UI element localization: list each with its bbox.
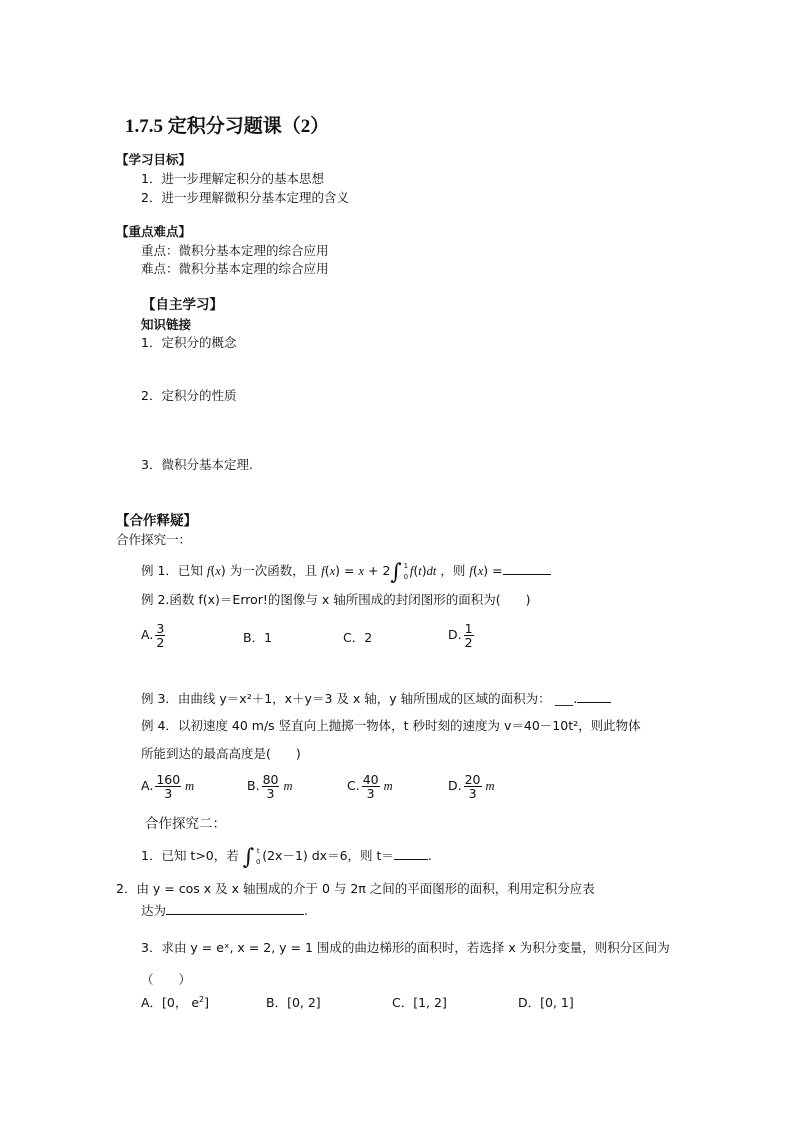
q3-option-b: B．[0, 2] — [266, 995, 321, 1010]
knowledge-item: 3．微积分基本定理. — [141, 457, 253, 472]
integral-sign-icon: ∫ — [390, 560, 402, 585]
goal-item: 2．进一步理解微积分基本定理的含义 — [141, 190, 349, 205]
self-study-heading: 【自主学习】 — [142, 297, 223, 313]
integral-sign-icon: ∫ — [242, 845, 255, 870]
example-4-line1: 例 4．以初速度 40 m/s 竖直向上抛掷一物体，t 秒时刻的速度为 v＝40－10t²，则此物体 — [141, 718, 641, 733]
ex4-option-d: D. $\frac{20}{3}$ m — [448, 772, 495, 801]
coop-part2-label: 合作探究二： — [145, 816, 226, 832]
example-1: 例 1．已知 f(x) 为一次函数，且 f(x) = x + 2∫ 1 0 f(t)dt ，则 f(x) = — [141, 560, 551, 583]
answer-blank[interactable] — [394, 847, 428, 860]
keypoint-item: 重点：微积分基本定理的综合应用 — [141, 243, 329, 258]
math-fx: f — [206, 564, 211, 578]
knowledge-item: 2．定积分的性质 — [141, 388, 237, 403]
ex2-option-a: A. $\frac{3}{2}$ — [141, 621, 165, 650]
answer-blank[interactable] — [577, 690, 611, 703]
coop-part1-label: 合作探究一： — [116, 532, 192, 547]
goal-item: 1．进一步理解定积分的基本思想 — [141, 171, 324, 186]
question-3-line2: （ ） — [141, 972, 192, 987]
q3-option-d: D．[0, 1] — [518, 995, 574, 1010]
ex2-option-b: B．1 — [243, 630, 273, 645]
example-2: 例 2.函数 f(x)＝Error!的图像与 x 轴所围成的封闭图形的面积为( ) — [141, 592, 531, 607]
keypoints-heading: 【重点难点】 — [116, 224, 192, 239]
q3-option-a: A．[0， $e^2$] — [141, 994, 210, 1010]
knowledge-item: 1．定积分的概念 — [141, 335, 237, 350]
ex4-option-b: B. $\frac{80}{3}$ m — [247, 772, 293, 801]
knowledge-link-heading: 知识链接 — [141, 317, 192, 332]
answer-blank[interactable] — [503, 562, 551, 575]
ex2-option-d: D. $\frac{1}{2}$ — [448, 621, 473, 650]
page-title: 1.7.5 定积分习题课（2） — [125, 116, 330, 137]
coop-heading: 【合作释疑】 — [116, 513, 197, 529]
q3-option-c: C．[1, 2] — [392, 995, 447, 1010]
question-1: 1．已知 t>0，若 ∫ t 0 (2x－1) dx＝6，则 t＝ . — [141, 845, 432, 870]
question-2-line2: 达为 . — [141, 903, 308, 918]
keypoint-item: 难点：微积分基本定理的综合应用 — [141, 261, 329, 276]
example-3: 例 3．由曲线 y＝x²＋1，x＋y＝3 及 x 轴，y 轴所围成的区域的面积为： ___. — [141, 690, 611, 708]
example-4-line2: 所能到达的最高高度是( ) — [141, 746, 301, 761]
answer-blank[interactable] — [166, 902, 304, 915]
ex4-option-c: C. $\frac{40}{3}$ m — [347, 772, 393, 801]
question-2-line1: 2．由 y = cos x 及 x 轴围成的介于 0 与 2π 之间的平面图形的面积，利用定积分应表 — [116, 881, 595, 896]
goals-heading: 【学习目标】 — [116, 152, 192, 167]
ex4-option-a: A. $\frac{160}{3}$ m — [141, 772, 195, 801]
question-3-line1: 3．求由 y = eˣ, x = 2, y = 1 围成的曲边梯形的面积时，若选择 x 为积分变量，则积分区间为 — [141, 940, 670, 955]
ex2-option-c: C．2 — [343, 630, 373, 645]
